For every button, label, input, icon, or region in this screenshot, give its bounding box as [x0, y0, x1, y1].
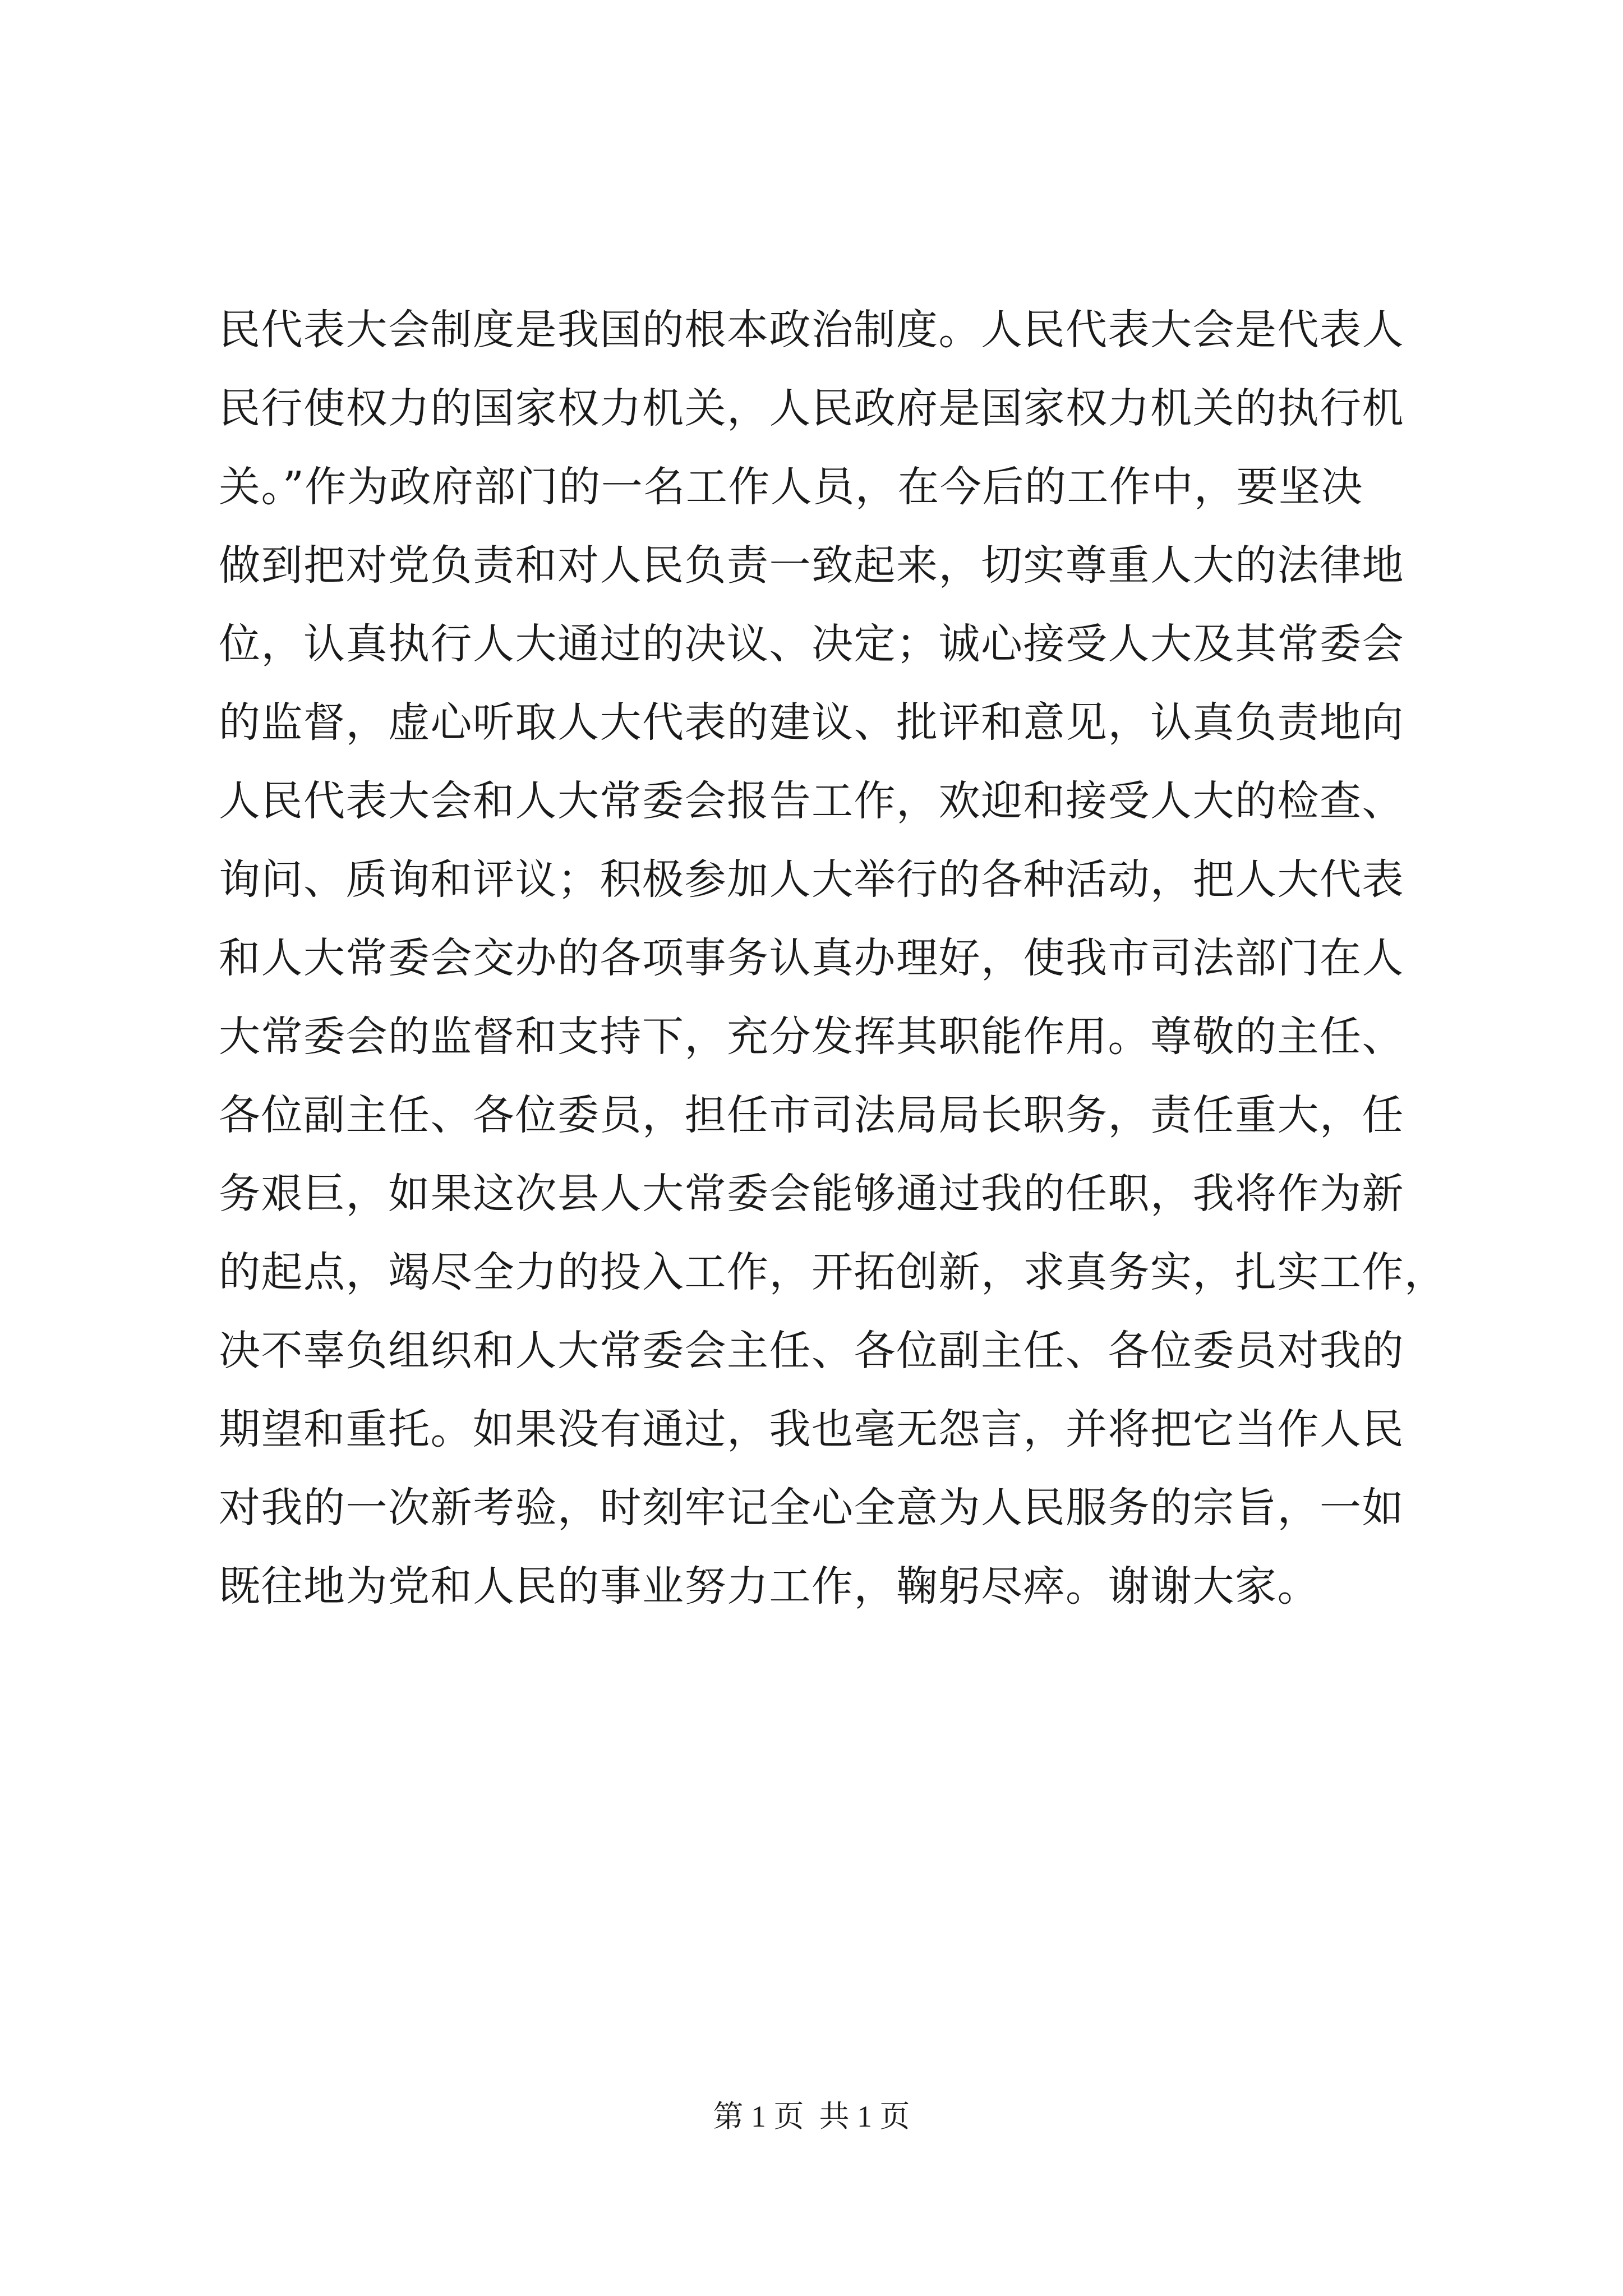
text-line: 各位副主任、各位委员，担任市司法局局长职务，责任重大，任: [219, 1091, 1404, 1139]
text-line: 和人大常委会交办的各项事务认真办理好，使我市司法部门在人: [219, 934, 1404, 982]
text-line: 位，认真执行人大通过的决议、决定；诚心接受人大及其常委会: [219, 620, 1404, 668]
text-line: 决不辜负组织和人大常委会主任、各位副主任、各位委员对我的: [219, 1327, 1404, 1375]
text-line: 既往地为党和人民的事业努力工作，鞠躬尽瘁。谢谢大家。: [219, 1562, 1320, 1611]
body-paragraph: [219, 291, 1447, 1626]
text-line: 人民代表大会和人大常委会报告工作，欢迎和接受人大的检查、: [219, 777, 1404, 825]
text-line: 的监督，虚心听取人大代表的建议、批评和意见，认真负责地向: [219, 698, 1404, 747]
text-line: 的起点，竭尽全力的投入工作，开拓创新，求真务实，扎实工作，: [219, 1248, 1447, 1296]
text-line: 务艰巨，如果这次县人大常委会能够通过我的任职，我将作为新: [219, 1170, 1404, 1218]
text-line: 民行使权力的国家权力机关，人民政府是国家权力机关的执行机: [219, 384, 1404, 432]
text-line: 做到把对党负责和对人民负责一致起来，切实尊重人大的法律地: [219, 541, 1404, 590]
text-line: 询问、质询和评议；积极参加人大举行的各种活动，把人大代表: [219, 855, 1404, 904]
text-line: 大常委会的监督和支持下，充分发挥其职能作用。尊敬的主任、: [219, 1013, 1404, 1061]
text-line: 期望和重托。如果没有通过，我也毫无怨言，并将把它当作人民: [219, 1405, 1404, 1453]
text-line: 民代表大会制度是我国的根本政治制度。人民代表大会是代表人: [219, 306, 1404, 354]
page-footer: [0, 2097, 1623, 2136]
text-line: 对我的一次新考验，时刻牢记全心全意为人民服务的宗旨，一如: [219, 1484, 1404, 1532]
text-line: 关。”作为政府部门的一名工作人员，在今后的工作中，要坚决: [219, 463, 1363, 511]
page-number: 第 1 页 共 1 页: [713, 2100, 910, 2133]
